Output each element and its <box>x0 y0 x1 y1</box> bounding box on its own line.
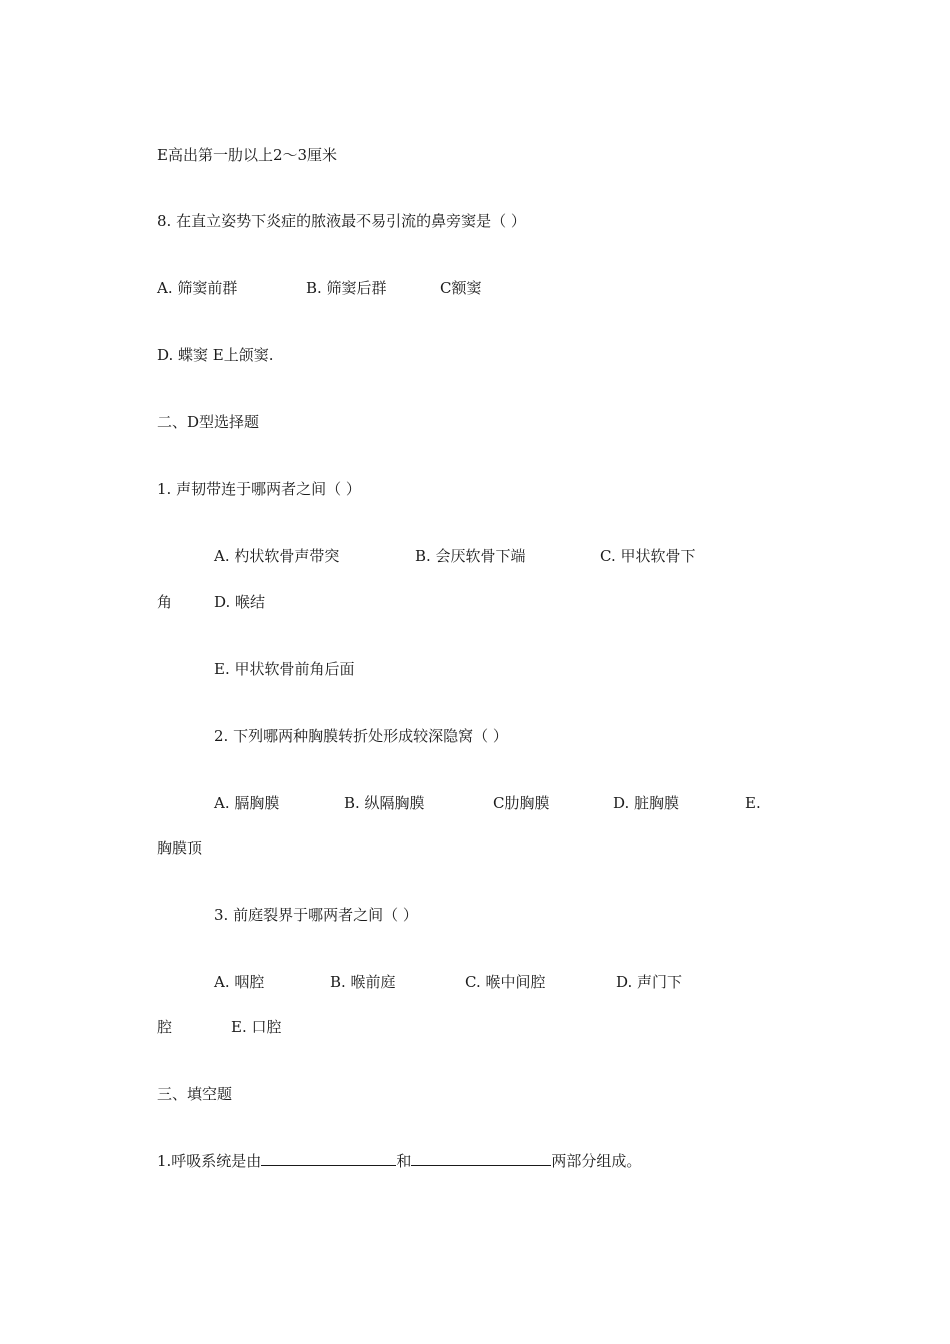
option-d: D. 脏胸膜 <box>613 794 680 812</box>
section-heading: 三、填空题 <box>157 1085 233 1103</box>
option-a: A. 膈胸膜 <box>214 794 280 812</box>
option-b: B. 筛窦后群 <box>306 279 387 297</box>
option-a: A. 杓状软骨声带突 <box>214 547 340 565</box>
option-e: E. 甲状软骨前角后面 <box>214 660 355 678</box>
fill-text-end: 两部分组成。 <box>551 1152 642 1170</box>
fill-question-1 <box>157 1151 641 1171</box>
option-c: C. 甲状软骨下 <box>600 547 696 565</box>
option-e: E. 口腔 <box>231 1018 282 1036</box>
option-d: D. 声门下 <box>616 973 683 991</box>
answer-blank-1[interactable] <box>261 1151 396 1166</box>
question-d3: 3. 前庭裂界于哪两者之间（ ） <box>214 906 418 924</box>
answer-blank-2[interactable] <box>411 1151 551 1166</box>
fill-text-start: 1.呼吸系统是由 <box>157 1152 262 1170</box>
option-d: D. 喉结 <box>214 593 266 611</box>
option-b: B. 喉前庭 <box>330 973 396 991</box>
question-d1: 1. 声韧带连于哪两者之间（ ） <box>157 480 361 498</box>
text-line: E高出第一肋以上2～3厘米 <box>157 146 338 164</box>
option-b: B. 会厌软骨下端 <box>415 547 526 565</box>
option-b: B. 纵隔胸膜 <box>344 794 425 812</box>
option-d-cont: 腔 <box>157 1018 173 1036</box>
option-c-cont: 角 <box>157 593 173 611</box>
option-c: C肋胸膜 <box>493 794 550 812</box>
fill-text-mid: 和 <box>396 1152 412 1170</box>
option-c: C额窦 <box>440 279 482 297</box>
question-8: 8. 在直立姿势下炎症的脓液最不易引流的鼻旁窦是（ ） <box>157 212 526 230</box>
section-heading: 二、D型选择题 <box>157 413 260 431</box>
option-de: D. 蝶窦 E上颌窦. <box>157 346 274 364</box>
option-e-cont: 胸膜顶 <box>157 839 203 857</box>
question-d2: 2. 下列哪两种胸膜转折处形成较深隐窝（ ） <box>214 727 508 745</box>
option-c: C. 喉中间腔 <box>465 973 546 991</box>
option-a: A. 筛窦前群 <box>157 279 238 297</box>
option-a: A. 咽腔 <box>214 973 265 991</box>
option-e: E. <box>745 794 761 812</box>
